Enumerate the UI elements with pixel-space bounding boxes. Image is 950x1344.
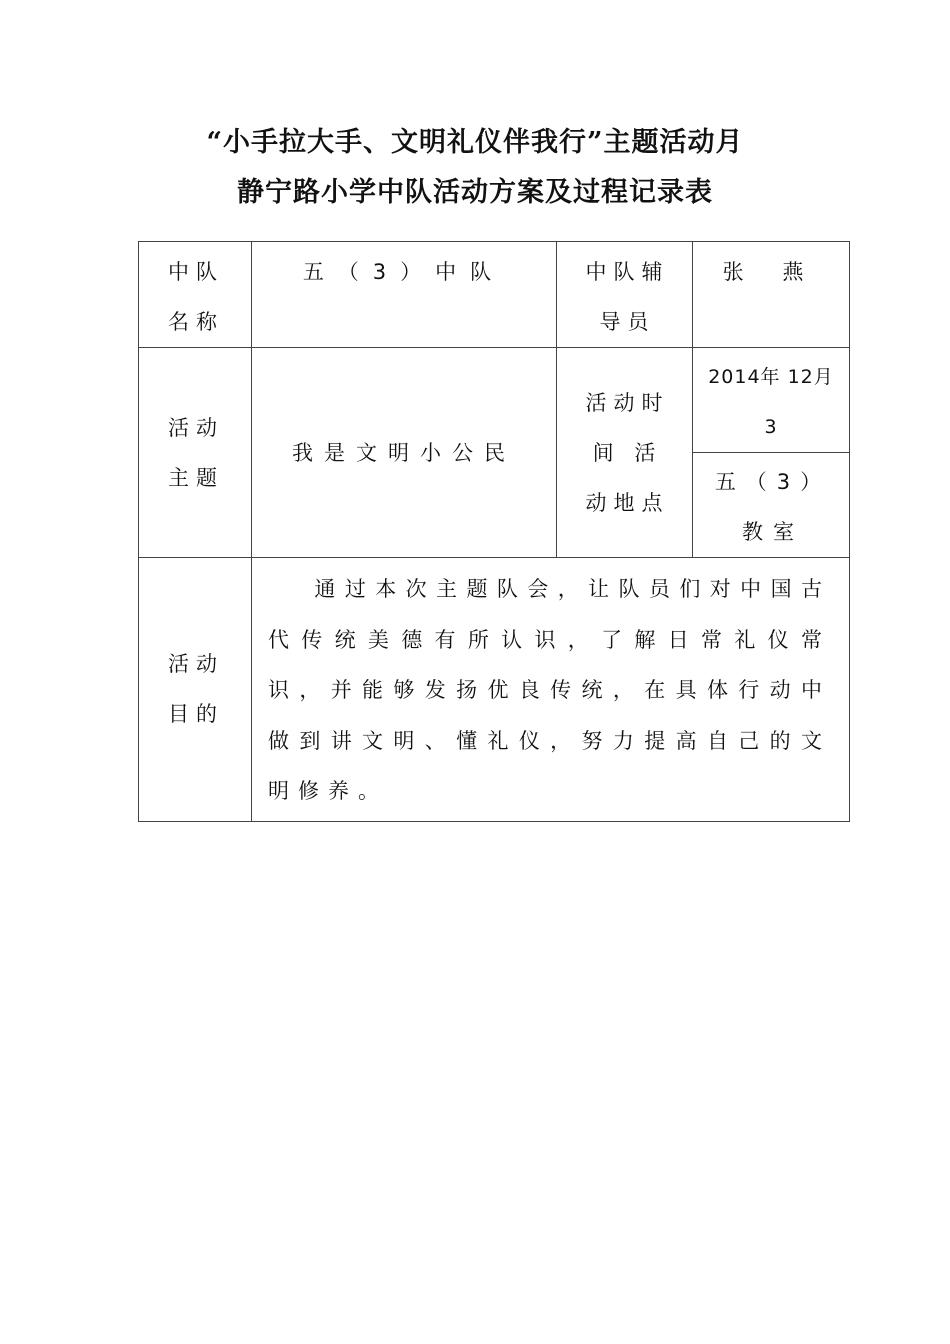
purpose-value-cell <box>252 558 850 822</box>
theme-value: 我是文明小公民 <box>292 440 516 465</box>
counselor-label-cell <box>557 242 693 348</box>
activity-date-value: 2014年 12月 3 <box>708 366 834 438</box>
theme-label-cell <box>139 348 252 558</box>
document-title-line2: 静宁路小学中队活动方案及过程记录表 <box>237 177 713 208</box>
place-value-cell <box>693 453 850 558</box>
squad-name-label: 中队名称 <box>168 260 224 334</box>
activity-plan-table <box>138 241 850 822</box>
document-title-line1: “小手拉大手、文明礼仪伴我行”主题活动月 <box>206 127 744 158</box>
theme-value-cell <box>252 348 557 558</box>
time-place-label-cell <box>557 348 693 558</box>
activity-place-value: 五（3）教室 <box>714 470 832 544</box>
purpose-label-cell <box>139 558 252 822</box>
counselor-value-cell <box>693 242 850 348</box>
squad-name-value-cell <box>252 242 557 348</box>
squad-name-value: 五（3）中队 <box>302 260 506 284</box>
counselor-value: 张 燕 <box>722 260 820 284</box>
table-row-squad <box>139 242 850 348</box>
theme-label: 活动主题 <box>168 415 224 490</box>
squad-name-label-cell <box>139 242 252 348</box>
date-value-cell <box>693 348 850 453</box>
purpose-label: 活动目的 <box>168 652 224 727</box>
counselor-label: 中队辅导员 <box>585 260 670 334</box>
purpose-text: 通过本次主题队会，让队员们对中国古代传统美德有所认识，了解日常礼仪常识，并能够发扬优良传统，在具体行动中做到讲文明、懂礼仪，努力提高自己的文明修养。 <box>268 577 831 803</box>
time-place-label: 活动时间 活动地点 <box>585 390 670 515</box>
table-row-theme-1 <box>139 348 850 453</box>
table-row-purpose <box>139 558 850 822</box>
